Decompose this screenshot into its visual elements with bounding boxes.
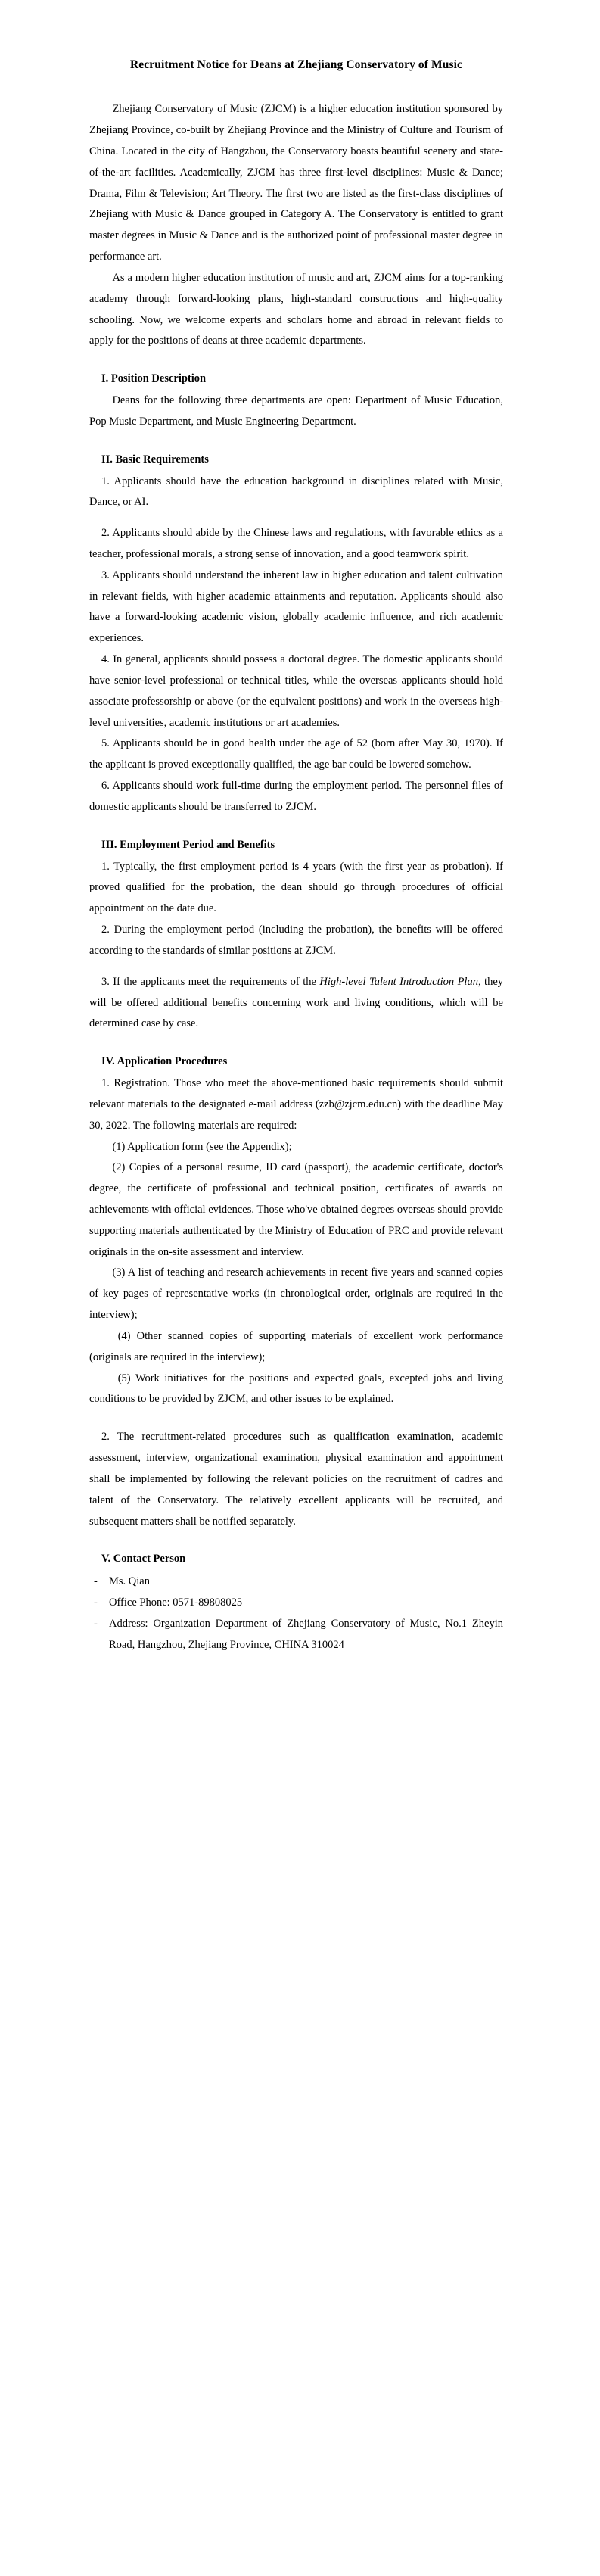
employment-item-3	[89, 972, 503, 1035]
employment-item-3-plan-title: High-level Talent Introduction Plan	[319, 975, 478, 988]
list-item	[89, 1571, 503, 1593]
section-heading-employment-period-benefits: III. Employment Period and Benefits	[101, 838, 275, 851]
employment-item-2: 2. During the employment period (including the probation), the benefits will be offered according to the standards of similar positions at ZJCM.	[89, 924, 503, 957]
section-heading-contact-person: V. Contact Person	[101, 1553, 186, 1565]
contact-phone: Office Phone: 0571-89808025	[109, 1596, 243, 1609]
section-heading-basic-requirements: II. Basic Requirements	[101, 453, 209, 466]
basic-requirement-item-2: 2. Applicants should abide by the Chinese laws and regulations, with favorable ethics as a teacher, professional morals, a strong sense of innovation, and a good teamwork spirit.	[89, 527, 503, 560]
application-sub-item-5: (5) Work initiatives for the positions and expected goals, excepted jobs and living conditions to be provided by ZJCM, and other issues to be explained.	[89, 1372, 503, 1406]
bullet-dash: -	[94, 1575, 98, 1588]
intro-paragraph-2: As a modern higher education institution of music and art, ZJCM aims for a top-ranking academy through forward-looking plans, high-standard constructions and high-quality schooling. Now, we welcome experts and scholars home and abroad in relevant fields to apply for the positions of deans at three academic departments.	[89, 271, 503, 347]
list-item	[89, 1614, 503, 1656]
basic-requirement-item-4: 4. In general, applicants should possess a doctoral degree. The domestic applicants should have senior-level professional or technical titles, while the overseas applicants should hold associate professorship or above (or the equivalent positions) and work in the overseas high-level universities, academic institutions or art academies.	[89, 653, 503, 729]
section-heading-position-description: I. Position Description	[101, 372, 207, 385]
page-title: Recruitment Notice for Deans at Zhejiang Conservatory of Music	[130, 58, 462, 71]
application-sub-item-2: (2) Copies of a personal resume, ID card (passport), the academic certificate, doctor's degree, the certificate of professional and technical position, certificates of awards on achievements with official evidences. Those who've obtained degrees overseas should provide supporting materials authenticated by the Ministry of Education of PRC and provide relevant originals in the on-site assessment and interview.	[89, 1161, 503, 1258]
employment-item-3-after: , they will be offered additional benefits concerning work and living conditions, which will be determined case by case.	[89, 975, 504, 1030]
contact-address: Address: Organization Department of Zhejiang Conservatory of Music, No.1 Zheyin Road, Hangzhou, Zhejiang Province, CHINA 310024	[109, 1617, 503, 1651]
basic-requirement-item-6: 6. Applicants should work full-time during the employment period. The personnel files of domestic applicants should be transferred to ZJCM.	[89, 780, 503, 813]
section-heading-application-procedures: IV. Application Procedures	[101, 1055, 228, 1068]
employment-item-3-before: 3. If the applicants meet the requirements of the	[101, 975, 320, 988]
list-item	[89, 1593, 503, 1614]
bullet-dash: -	[94, 1617, 98, 1630]
application-item-1: 1. Registration. Those who meet the above-mentioned basic requirements should submit relevant materials to the designated e-mail address (zzb@zjcm.edu.cn) with the deadline May 30, 2022. The following materials are required:	[89, 1077, 503, 1132]
basic-requirement-item-5: 5. Applicants should be in good health under the age of 52 (born after May 30, 1970). If the applicant is proved exceptionally qualified, the age bar could be lowered somehow.	[89, 737, 503, 771]
employment-item-1: 1. Typically, the first employment period is 4 years (with the first year as probation). If proved qualified for the probation, the dean should go through procedures of official appointment on the date due.	[89, 860, 503, 915]
application-item-2: 2. The recruitment-related procedures such as qualification examination, academic assessment, interview, organizational examination, physical examination and appointment shall be implemented by following the relevant policies on the recruitment of cadres and talent of the Conservatory. The relatively excellent applicants will be recruited, and subsequent matters shall be notified separately.	[89, 1431, 503, 1528]
bullet-dash: -	[94, 1596, 98, 1609]
contact-name: Ms. Qian	[109, 1575, 150, 1588]
basic-requirement-item-3: 3. Applicants should understand the inherent law in higher education and talent cultivation in relevant fields, with higher academic attainments and reputation. Applicants should also have a forward-looking academic vision, globally academic influence, and rich academic experiences.	[89, 568, 503, 645]
contact-list	[89, 1571, 503, 1656]
application-sub-item-1: (1) Application form (see the Appendix);	[112, 1140, 292, 1153]
application-sub-item-3: (3) A list of teaching and research achievements in recent five years and scanned copies of key pages of representative works (in chronological order, originals are required in the interview);	[89, 1266, 503, 1322]
application-sub-item-4: (4) Other scanned copies of supporting materials of excellent work performance (originals are required in the interview);	[89, 1329, 503, 1363]
position-description-paragraph: Deans for the following three departments are open: Department of Music Education, Pop Music Department, and Music Engineering Department.	[89, 394, 503, 428]
intro-paragraph-1: Zhejiang Conservatory of Music (ZJCM) is a higher education institution sponsored by Zhejiang Province, co-built by Zhejiang Province and the Ministry of Culture and Tourism of China. Located in the city of Hangzhou, the Conservatory boasts beautiful scenery and state-of-the-art facilities. Academically, ZJCM has three first-level disciplines: Music & Dance; Drama, Film & Television; Art Theory. The first two are listed as the first-class disciplines of Zhejiang with Music & Dance grouped in Category A. The Conservatory is entitled to grant master degrees in Music & Dance and is the authorized point of professional master degree in performance art.	[89, 103, 503, 263]
basic-requirement-item-1: 1. Applicants should have the education background in disciplines related with Music, Dance, or AI.	[89, 475, 503, 509]
